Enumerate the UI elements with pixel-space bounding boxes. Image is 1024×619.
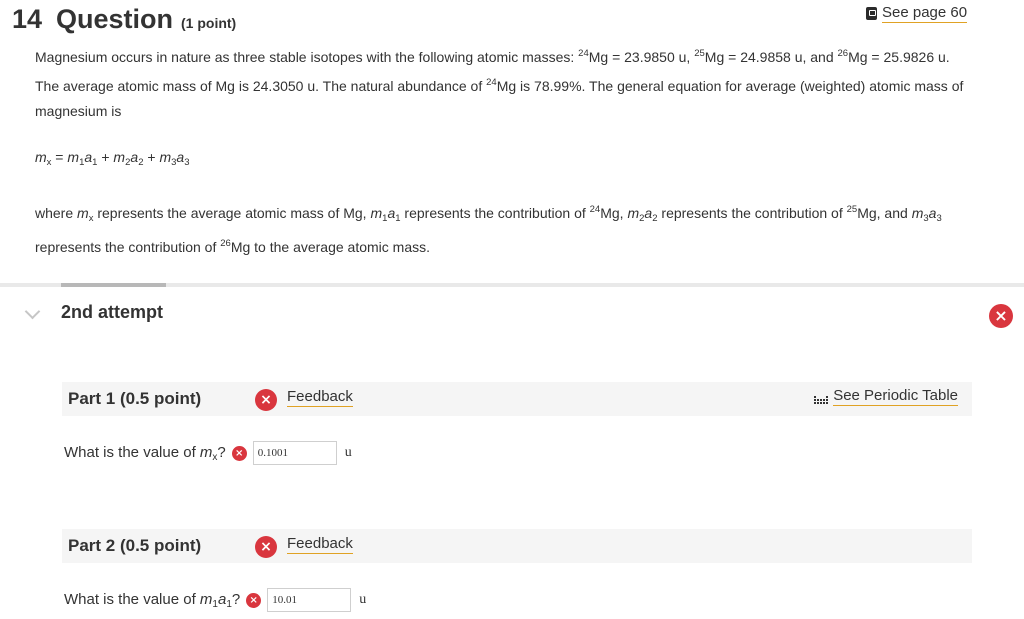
- see-page-label[interactable]: See page 60: [882, 4, 968, 21]
- part-1-question: [64, 441, 352, 465]
- part-1-answer-input[interactable]: [253, 441, 337, 465]
- part-2-feedback-link[interactable]: Feedback: [287, 535, 353, 552]
- periodic-table-icon: [814, 390, 829, 404]
- intro-line-3: magnesium is: [35, 103, 122, 119]
- attempt-title[interactable]: 2nd attempt: [61, 302, 164, 322]
- part-2-unit: u: [359, 592, 367, 607]
- part-2-answer-input[interactable]: [267, 588, 351, 612]
- see-periodic-table-label[interactable]: See Periodic Table: [833, 387, 958, 404]
- incorrect-icon: ×: [255, 536, 277, 558]
- intro-line-2: The average atomic mass of Mg is 24.3050 u. The natural abundance of $^{24}$Mg is 78.99%. The general equation for average (weighted) atomic mass of: [35, 77, 964, 94]
- where-line-1: where $m_x$ represents the average atomic mass of Mg, $m_1a_1$ represents the contribution of $^{24}$Mg, $m_2a_2$ represents the contribution of $^{25}$Mg, and $m_3a_3$: [35, 204, 942, 224]
- attempt-tab-active-indicator[interactable]: [61, 283, 166, 287]
- incorrect-icon: ×: [246, 593, 261, 608]
- part-2-label: Part 2 (0.5 point): [68, 536, 202, 555]
- incorrect-icon: ×: [255, 389, 277, 411]
- incorrect-icon: ×: [232, 446, 247, 461]
- chevron-down-icon[interactable]: [25, 304, 41, 320]
- x-circle-icon: ×: [989, 304, 1013, 328]
- intro-paragraph: [35, 41, 963, 124]
- part-1-header: [62, 382, 972, 416]
- part-1-unit: u: [344, 445, 352, 460]
- part-2-question-text: What is the value of $m_1a_1$?: [64, 590, 241, 610]
- question-title: Question: [56, 4, 174, 34]
- part-1-feedback-link[interactable]: Feedback: [287, 388, 353, 405]
- part-1-label: Part 1 (0.5 point): [68, 389, 202, 408]
- part-2-header: [62, 529, 972, 563]
- where-line-2: represents the contribution of $^{26}$Mg to the average atomic mass.: [35, 238, 431, 255]
- see-periodic-table-link[interactable]: [814, 387, 958, 406]
- where-paragraph: [35, 197, 942, 260]
- intro-line-1: Magnesium occurs in nature as three stable isotopes with the following atomic masses: $^{24}$Mg = 23.9850 u, $^{25}$Mg = 24.9858 u, and $^{26}$Mg = 25.9826 u.: [35, 48, 950, 65]
- book-icon: [866, 7, 877, 20]
- see-page-link[interactable]: [866, 4, 967, 23]
- question-number: 14: [12, 4, 43, 34]
- part-2-question: [64, 588, 366, 612]
- question-points: (1 point): [181, 15, 237, 31]
- part-1-question-text: What is the value of $m_x$?: [64, 443, 226, 463]
- weighted-mass-equation: $m_x = m_1a_1 + m_2a_2 + m_3a_3$: [35, 149, 190, 168]
